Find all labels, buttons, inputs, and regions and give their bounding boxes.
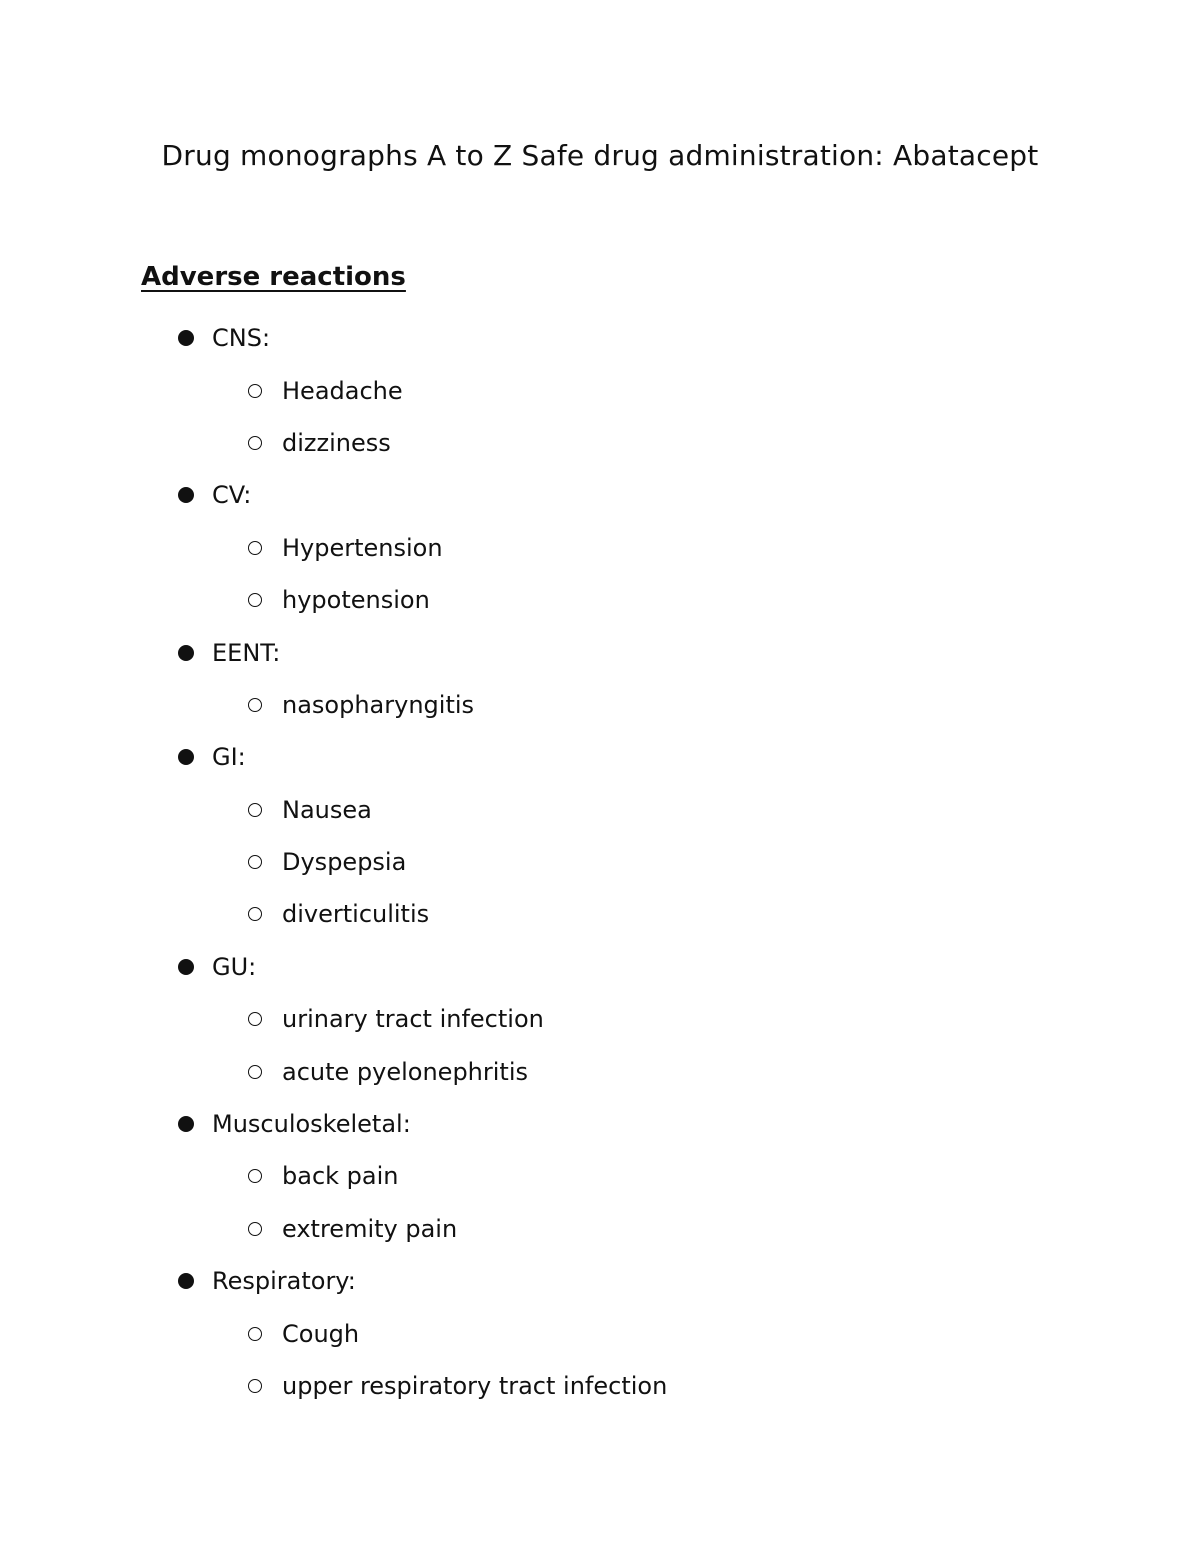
filled-bullet-icon: [178, 1116, 194, 1132]
page-title: Drug monographs A to Z Safe drug administration: Abatacept: [161, 139, 1039, 172]
list-item-category: [0, 1255, 1200, 1412]
reaction-text: back pain: [282, 1162, 399, 1191]
category-label: GI:: [212, 743, 246, 772]
list-item: [0, 784, 1200, 836]
filled-bullet-icon: [178, 959, 194, 975]
filled-bullet-icon: [178, 1273, 194, 1289]
filled-bullet-icon: [178, 330, 194, 346]
category-label: CNS:: [212, 324, 271, 353]
list-item: [0, 836, 1200, 888]
reaction-text: diverticulitis: [282, 900, 430, 929]
hollow-bullet-icon: [248, 855, 262, 869]
reaction-text: Cough: [282, 1319, 360, 1348]
hollow-bullet-icon: [248, 1222, 262, 1236]
list-item-category: [0, 1098, 1200, 1255]
reaction-text: dizziness: [282, 428, 391, 457]
category-label: EENT:: [212, 638, 281, 667]
list-item: [0, 1150, 1200, 1202]
reaction-text: urinary tract infection: [282, 1005, 544, 1034]
list-item: [0, 993, 1200, 1045]
category-sublist: [0, 679, 1200, 731]
hollow-bullet-icon: [248, 907, 262, 921]
hollow-bullet-icon: [248, 1169, 262, 1183]
reaction-text: Dyspepsia: [282, 848, 407, 877]
hollow-bullet-icon: [248, 1065, 262, 1079]
filled-bullet-icon: [178, 749, 194, 765]
filled-bullet-icon: [178, 487, 194, 503]
hollow-bullet-icon: [248, 698, 262, 712]
category-sublist: [0, 784, 1200, 941]
list-item: [0, 888, 1200, 940]
list-item: [0, 522, 1200, 574]
list-item: [0, 574, 1200, 626]
list-item: [0, 1045, 1200, 1097]
category-label: CV:: [212, 481, 252, 510]
list-item-category: [0, 469, 1200, 626]
hollow-bullet-icon: [248, 384, 262, 398]
list-item-category: [0, 626, 1200, 731]
list-item-category: [0, 941, 1200, 1098]
category-sublist: [0, 1150, 1200, 1255]
list-item: [0, 679, 1200, 731]
list-item: [0, 364, 1200, 416]
list-item: [0, 417, 1200, 469]
list-item: [0, 1360, 1200, 1412]
adverse-reactions-list: [0, 312, 1200, 1412]
hollow-bullet-icon: [248, 436, 262, 450]
reaction-text: hypotension: [282, 586, 430, 615]
reaction-text: extremity pain: [282, 1214, 458, 1243]
category-sublist: [0, 993, 1200, 1098]
list-item-category: [0, 731, 1200, 941]
category-label: GU:: [212, 952, 257, 981]
hollow-bullet-icon: [248, 1012, 262, 1026]
hollow-bullet-icon: [248, 803, 262, 817]
category-label: Respiratory:: [212, 1267, 356, 1296]
reaction-text: acute pyelonephritis: [282, 1057, 529, 1086]
reaction-text: Hypertension: [282, 533, 443, 562]
hollow-bullet-icon: [248, 1379, 262, 1393]
list-item: [0, 1307, 1200, 1359]
hollow-bullet-icon: [248, 541, 262, 555]
filled-bullet-icon: [178, 645, 194, 661]
hollow-bullet-icon: [248, 593, 262, 607]
category-sublist: [0, 522, 1200, 627]
reaction-text: Nausea: [282, 795, 372, 824]
category-sublist: [0, 1307, 1200, 1412]
hollow-bullet-icon: [248, 1327, 262, 1341]
reaction-text: upper respiratory tract infection: [282, 1372, 668, 1400]
reaction-text: nasopharyngitis: [282, 690, 475, 719]
list-item: [0, 1203, 1200, 1255]
reaction-text: Headache: [282, 376, 403, 405]
list-item-category: [0, 312, 1200, 469]
section-heading-adverse-reactions: Adverse reactions: [141, 262, 406, 292]
category-label: Musculoskeletal:: [212, 1110, 411, 1139]
category-sublist: [0, 364, 1200, 469]
